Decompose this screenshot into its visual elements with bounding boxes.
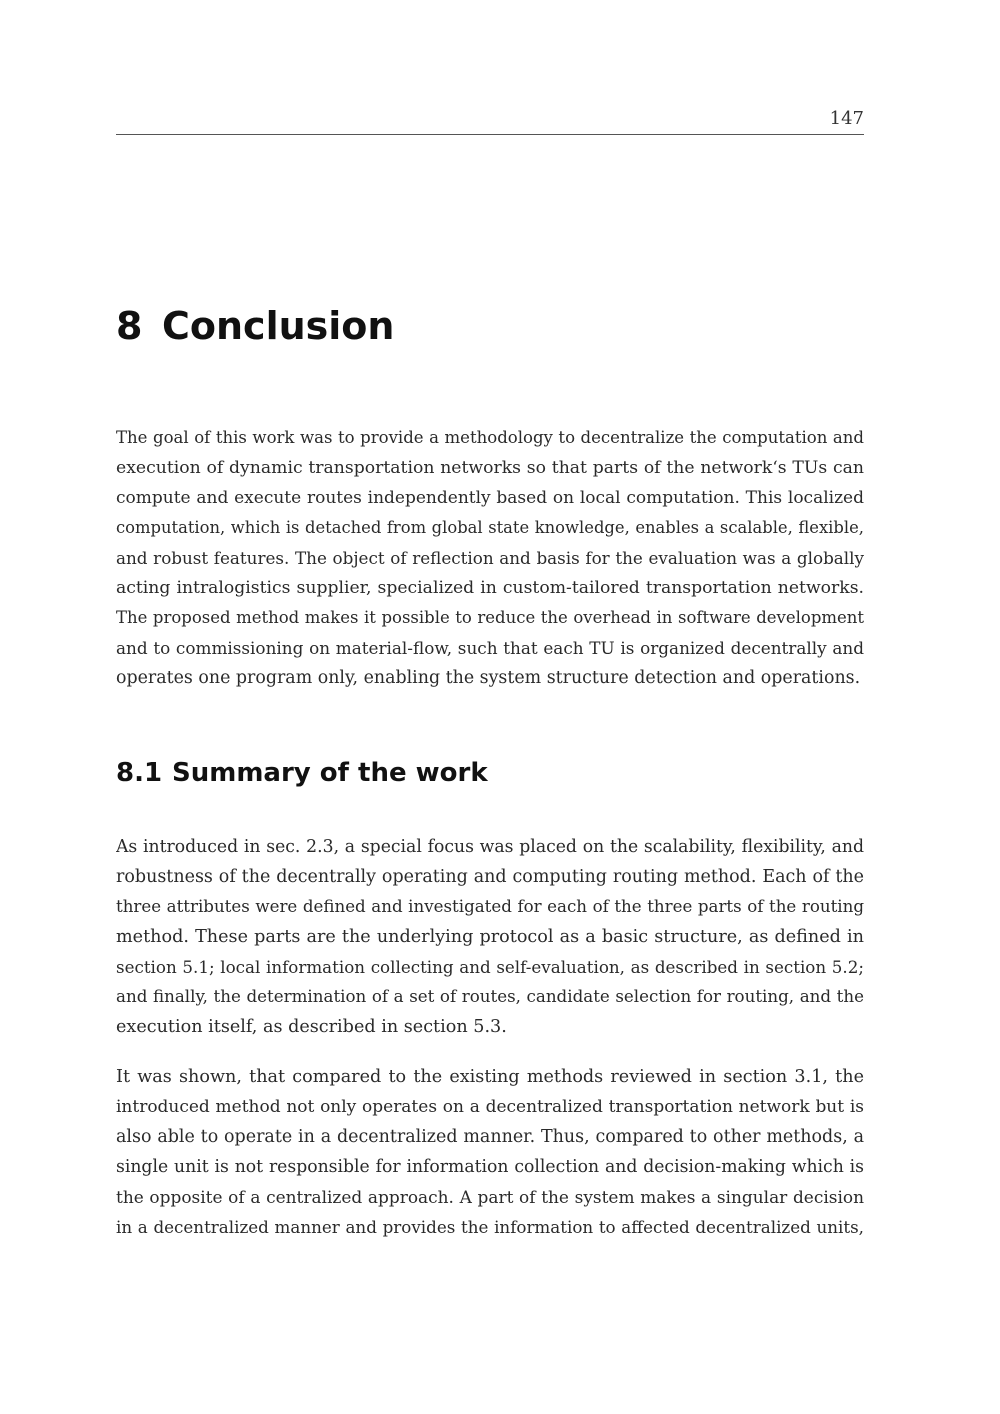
paragraph-line: execution of dynamic transportation networks so that parts of the network‘s TUs can [116,458,864,478]
chapter-title [116,304,394,348]
chapter-number: 8 [116,304,143,348]
paragraph-line: three attributes were defined and investigated for each of the three parts of the routing [116,897,864,916]
paragraph-line: section 5.1; local information collecting and self-evaluation, as described in section 5.2; [116,957,864,977]
paragraph-line: and finally, the determination of a set of routes, candidate selection for routing, and the [116,987,864,1006]
intro-paragraph [116,423,864,693]
paragraph-line: execution itself, as described in section 5.3. [116,1017,507,1037]
summary-paragraph-2 [116,1062,864,1242]
section-title-text: Summary of the work [172,758,488,788]
paragraph-line: and robust features. The object of reflection and basis for the evaluation was a globally [116,548,864,568]
paragraph-line: acting intralogistics supplier, specialized in custom-tailored transportation networks. [116,578,864,598]
paragraph-line: operates one program only, enabling the system structure detection and operations. [116,668,861,688]
paragraph-line: in a decentralized manner and provides the information to affected decentralized units, [116,1217,864,1237]
paragraph-line: and to commissioning on material-flow, such that each TU is organized decentrally and [116,638,864,658]
paragraph-line: The goal of this work was to provide a methodology to decentralize the computation and [116,428,864,447]
paragraph-line: robustness of the decentrally operating and computing routing method. Each of the [116,867,864,887]
paragraph-line: The proposed method makes it possible to reduce the overhead in software development [116,608,864,627]
paragraph-line: single unit is not responsible for information collection and decision-making which is [116,1157,864,1177]
paragraph-line: It was shown, that compared to the existing methods reviewed in section 3.1, the [116,1067,864,1087]
paragraph-line: also able to operate in a decentralized manner. Thus, compared to other methods, a [116,1127,864,1147]
paragraph-line: As introduced in sec. 2.3, a special focus was placed on the scalability, flexibility, and [116,837,864,857]
summary-paragraph-1 [116,832,864,1042]
chapter-title-text: Conclusion [162,304,395,348]
page-number: 147 [829,108,864,129]
section-title [116,758,488,788]
paragraph-line: method. These parts are the underlying protocol as a basic structure, as defined in [116,927,864,947]
paragraph-line: computation, which is detached from global state knowledge, enables a scalable, flexible, [116,518,864,537]
section-number: 8.1 [116,758,163,788]
paragraph-line: introduced method not only operates on a decentralized transportation network but is [116,1097,864,1117]
paragraph-line: the opposite of a centralized approach. A part of the system makes a singular decision [116,1187,864,1207]
header-rule [116,134,864,135]
paragraph-line: compute and execute routes independently based on local computation. This localized [116,488,864,508]
